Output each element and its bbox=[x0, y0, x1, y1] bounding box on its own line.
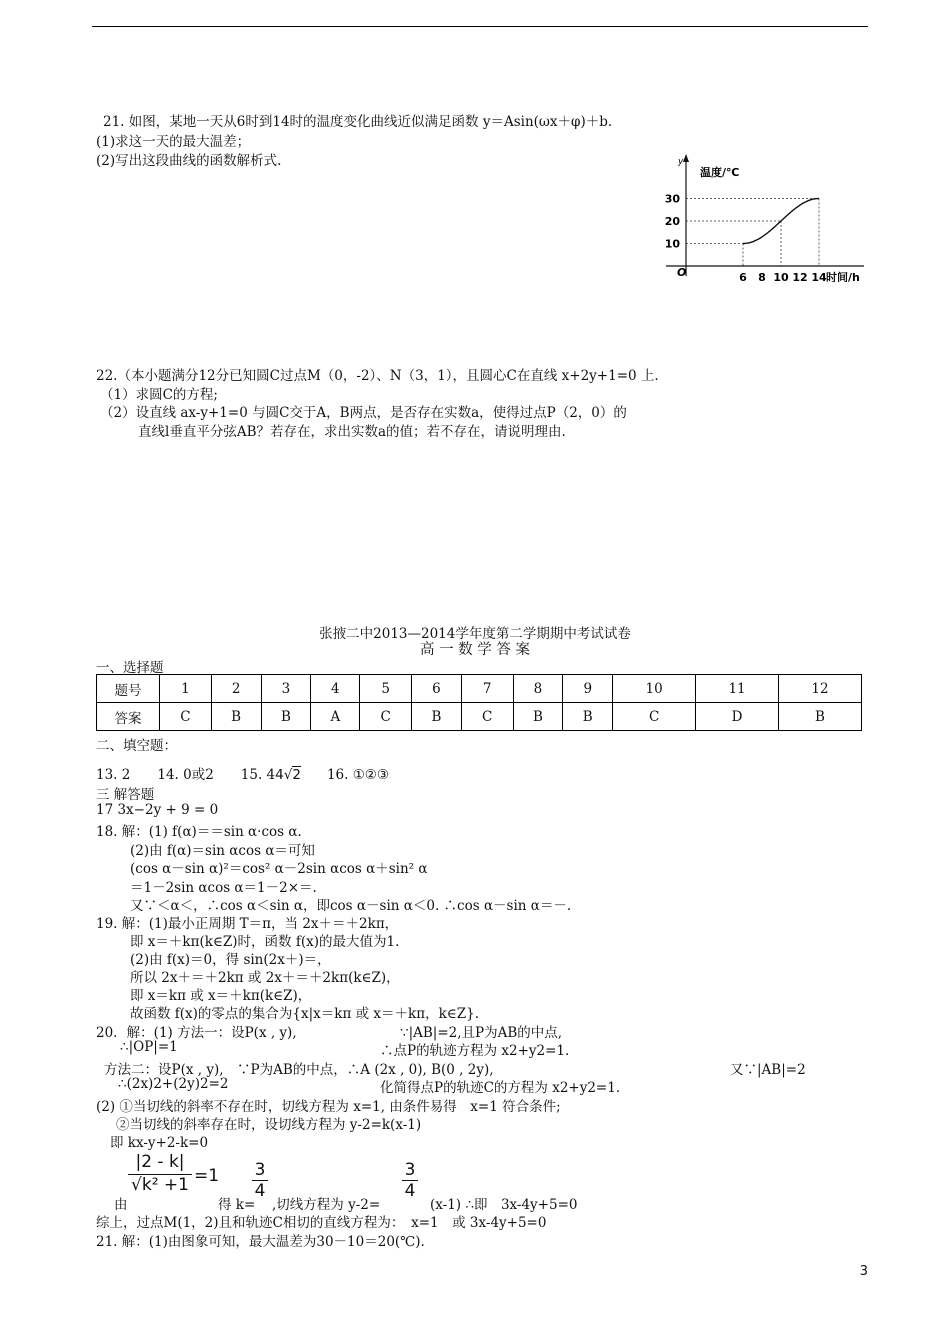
table-cell: 10 bbox=[613, 675, 696, 703]
ans-20-i: (2) ①当切线的斜率不存在时，切线方程为 x=1, 由条件易得 x=1 符合条件; bbox=[96, 1099, 561, 1115]
table-cell: 7 bbox=[461, 675, 513, 703]
ans-20-h: 化简得点P的轨迹C的方程为 x2+y2=1. bbox=[380, 1080, 621, 1096]
table-head-number: 题号 bbox=[97, 675, 160, 703]
table-cell: 12 bbox=[779, 675, 862, 703]
ans-20-a: 20．解：(1) 方法一：设P(x , y), bbox=[96, 1025, 297, 1041]
q22-line4: 直线l垂直平分弦AB？若存在，求出实数a的值；若不存在，请说明理由. bbox=[138, 424, 566, 440]
ans-18-line5: 又∵＜α＜，∴cos α＜sin α，即cos α－sin α＜0. ∴cos α－sin α＝－. bbox=[130, 898, 572, 914]
ans-20-l1: 由 bbox=[114, 1197, 128, 1213]
ans-20-d: ∴点P的轨迹方程为 x2+y2=1. bbox=[380, 1043, 570, 1059]
section-fill: 二、填空题： bbox=[96, 738, 177, 754]
q21-line3: (2)写出这段曲线的函数解析式. bbox=[96, 153, 282, 169]
ans-19-line3: (2)由 f(x)＝0，得 sin(2x＋)＝， bbox=[130, 952, 331, 968]
fraction-slope bbox=[402, 1160, 418, 1201]
ans-20-k: 即 kx-y+2-k=0 bbox=[110, 1135, 209, 1151]
x-tick-label: 8 bbox=[758, 271, 766, 282]
answer-table bbox=[96, 674, 862, 731]
table-cell: B bbox=[563, 703, 613, 731]
ans-20-c: ∴|OP|=1 bbox=[120, 1039, 178, 1055]
table-row-answers bbox=[97, 703, 862, 731]
fraction-slope-den: 4 bbox=[404, 1181, 416, 1201]
section-solve: 三 解答题 bbox=[96, 787, 155, 803]
ans-20-m: 综上，过点M(1，2)且和轨迹C相切的直线方程为： x=1 或 3x-4y+5=0 bbox=[96, 1215, 547, 1231]
ans-20-b: ∵|AB|=2,且P为AB的中点, bbox=[400, 1025, 563, 1041]
ans-20-l3: ,切线方程为 y-2= bbox=[272, 1197, 381, 1213]
ans-19-line2: 即 x＝＋kπ(k∈Z)时，函数 f(x)的最大值为1. bbox=[130, 934, 400, 950]
x-tick-label: 10 bbox=[773, 271, 789, 282]
ans-19-line6: 故函数 f(x)的零点的集合为{x|x＝kπ 或 x＝＋kπ，k∈Z}. bbox=[130, 1006, 480, 1022]
q21-line2: (1)求这一天的最大温差； bbox=[96, 134, 251, 150]
table-cell: 9 bbox=[563, 675, 613, 703]
fill-13-15: 13. 2 14. 0或2 15. 4 bbox=[96, 767, 276, 783]
ans-20-f: 又∵|AB|=2 bbox=[730, 1062, 806, 1078]
table-cell: C bbox=[461, 703, 513, 731]
q21-line1: 21. 如图，某地一天从6时到14时的温度变化曲线近似满足函数 y＝Asin(ωx＋φ)＋b. bbox=[103, 114, 613, 130]
ans-20-g: ∴(2x)2+(2y)2=2 bbox=[118, 1076, 229, 1092]
table-cell: C bbox=[360, 703, 412, 731]
section-choice: 一、选择题 bbox=[96, 660, 164, 676]
ans-17: 17 3x−2y + 9 = 0 bbox=[96, 802, 219, 818]
answer-title: 张掖二中2013—2014学年度第二学期期中考试试卷 bbox=[319, 626, 631, 642]
x-tick-label: 14 bbox=[811, 271, 827, 282]
y-tick-label: 10 bbox=[664, 237, 680, 251]
table-cell: 11 bbox=[696, 675, 779, 703]
y-axis-arrow bbox=[683, 154, 689, 162]
table-cell: B bbox=[211, 703, 261, 731]
top-rule bbox=[92, 26, 868, 27]
answer-subtitle: 高 一 数 学 答 案 bbox=[419, 642, 531, 658]
fraction-k-den: 4 bbox=[254, 1181, 266, 1201]
ans-20-e: 方法二：设P(x , y), ∵P为AB的中点，∴A (2x , 0), B(0 , 2y), bbox=[104, 1062, 494, 1078]
fill-15-radicand: 2 bbox=[292, 767, 301, 783]
sqrt-symbol: √ bbox=[283, 767, 293, 783]
ans-18-line4: ＝1－2sin αcos α＝1－2×＝. bbox=[130, 880, 317, 896]
table-cell: 3 bbox=[261, 675, 311, 703]
table-cell: C bbox=[613, 703, 696, 731]
x-axis-label: 时间/h bbox=[826, 271, 860, 282]
y-tick-label: 20 bbox=[664, 215, 680, 228]
temperature-chart bbox=[660, 152, 870, 282]
x-tick-label: 6 bbox=[739, 271, 747, 282]
table-cell: D bbox=[696, 703, 779, 731]
table-cell: B bbox=[779, 703, 862, 731]
fraction-distance bbox=[128, 1152, 192, 1195]
table-row-numbers bbox=[97, 675, 862, 703]
fill-16: 16. ①②③ bbox=[326, 767, 390, 783]
table-cell: A bbox=[311, 703, 360, 731]
page-number: 3 bbox=[859, 1264, 868, 1279]
table-cell: 2 bbox=[211, 675, 261, 703]
table-cell: B bbox=[261, 703, 311, 731]
ans-19-line5: 即 x＝kπ 或 x＝＋kπ(k∈Z)， bbox=[130, 988, 312, 1004]
fraction-denominator: √k² +1 bbox=[131, 1175, 189, 1195]
table-cell: 5 bbox=[360, 675, 412, 703]
table-cell: 8 bbox=[513, 675, 563, 703]
fill-15-coef: 4 bbox=[275, 767, 284, 783]
q22-line3: （2）设直线 ax-y+1=0 与圆C交于A，B两点，是否存在实数a，使得过点P（2，0）的 bbox=[100, 405, 627, 421]
y-tick-label: 30 bbox=[664, 192, 680, 206]
y-axis-label: 温度/℃ bbox=[700, 166, 740, 179]
y-axis-letter: y bbox=[678, 157, 684, 167]
table-cell: B bbox=[412, 703, 462, 731]
table-cell: 1 bbox=[160, 675, 212, 703]
fill-answers bbox=[96, 763, 389, 783]
ans-18-line2: (2)由 f(α)＝sin αcos α＝可知 bbox=[130, 843, 315, 859]
table-cell: 6 bbox=[412, 675, 462, 703]
fraction-k-num: 3 bbox=[254, 1160, 266, 1180]
x-tick-label: 12 bbox=[792, 271, 808, 282]
q22-line1: 22.（本小题满分12分已知圆C过点M（0，-2）、N（3，1），且圆心C在直线 x+2y+1=0 上. bbox=[96, 368, 659, 384]
q22-line2: （1）求圆C的方程; bbox=[100, 387, 218, 403]
table-cell: 4 bbox=[311, 675, 360, 703]
origin-label: O bbox=[677, 266, 687, 279]
ans-20-j: ②当切线的斜率存在时，设切线方程为 y-2=k(x-1) bbox=[116, 1117, 422, 1133]
ans-20-l2: 得 k= bbox=[218, 1197, 256, 1213]
fraction-slope-num: 3 bbox=[404, 1160, 416, 1180]
fraction-equals: =1 bbox=[194, 1166, 220, 1186]
ans-21: 21. 解：(1)由图象可知，最大温差为30－10＝20(℃). bbox=[96, 1234, 425, 1250]
table-cell: C bbox=[160, 703, 212, 731]
ans-19-line1: 19. 解：(1)最小正周期 T＝π，当 2x＋＝＋2kπ， bbox=[96, 916, 399, 932]
ans-18-line1: 18. 解：(1) f(α)＝＝sin α·cos α. bbox=[96, 824, 302, 840]
ans-18-line3: (cos α－sin α)²＝cos² α－2sin αcos α＋sin² α bbox=[130, 861, 428, 877]
table-head-answer: 答案 bbox=[97, 703, 160, 731]
ans-19-line4: 所以 2x＋＝＋2kπ 或 2x＋＝＋2kπ(k∈Z)， bbox=[130, 970, 400, 986]
fraction-numerator: |2 - k| bbox=[135, 1152, 185, 1172]
ans-20-l4: (x-1) ∴即 3x-4y+5=0 bbox=[430, 1197, 578, 1213]
table-cell: B bbox=[513, 703, 563, 731]
